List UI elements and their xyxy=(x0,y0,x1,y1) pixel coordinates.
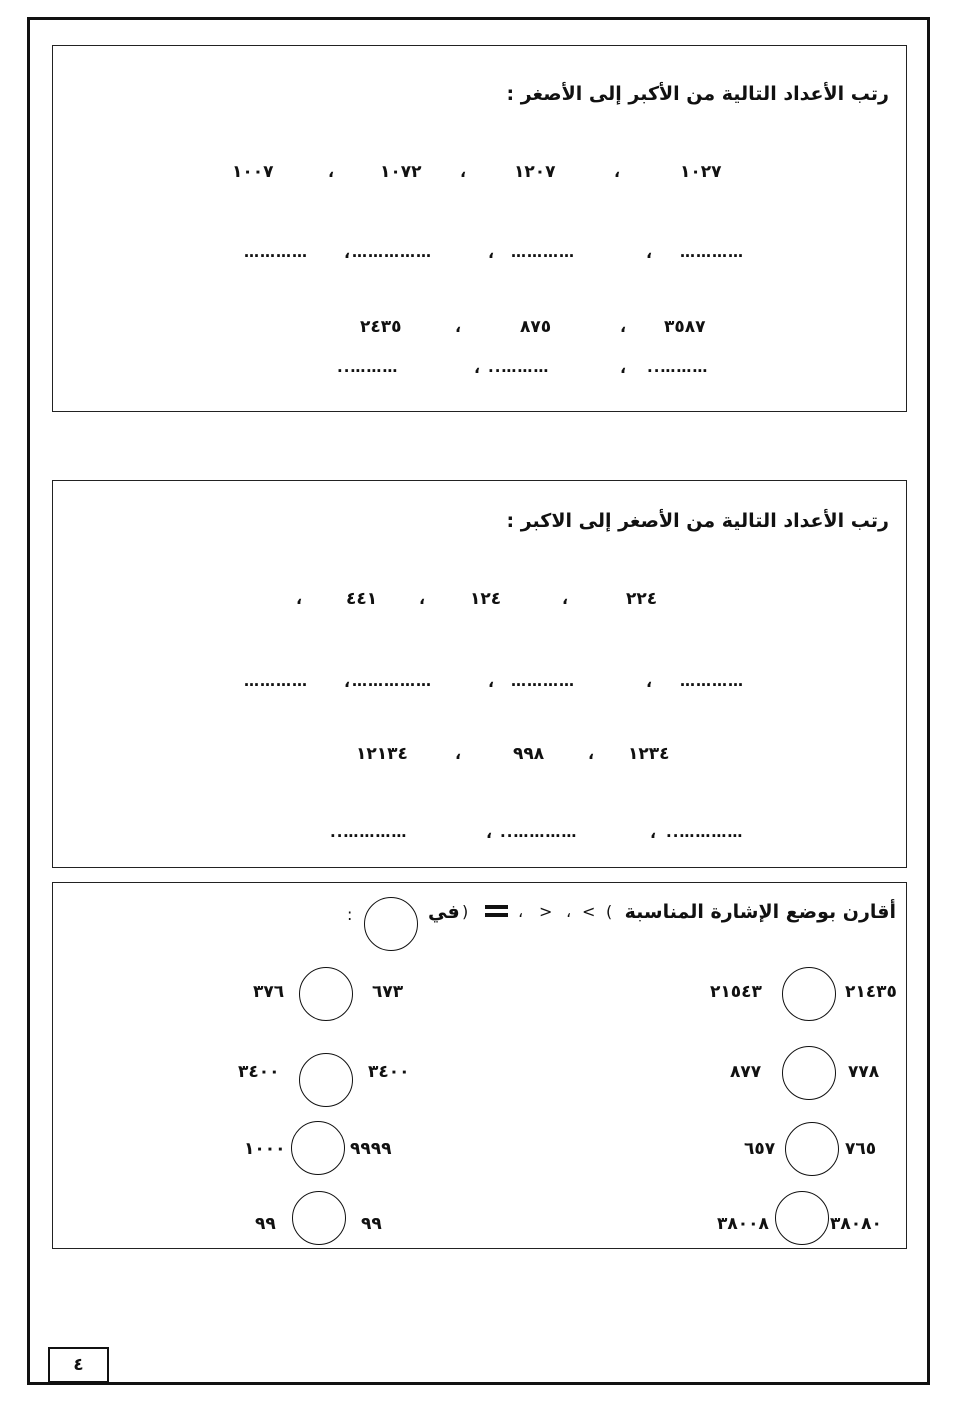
equals-symbol-top xyxy=(485,905,508,909)
compare-value: ٨٧٧ xyxy=(730,1062,762,1082)
s2-separator: ، xyxy=(455,744,462,763)
s1-answer-blank[interactable]: ………… xyxy=(680,243,744,261)
s1-answer-blank[interactable]: ..……… xyxy=(488,358,550,376)
paren-open: ( xyxy=(606,902,613,921)
s1-separator: ، xyxy=(620,317,627,336)
s2-answer-blank[interactable]: ………… xyxy=(244,672,308,690)
in-word: في xyxy=(428,901,460,923)
section2-instruction: رتب الأعداد التالية من الأصغر إلى الاكبر : xyxy=(506,510,889,532)
compare-circle[interactable] xyxy=(775,1191,829,1245)
section1-instruction: رتب الأعداد التالية من الأكبر إلى الأصغر : xyxy=(506,83,889,105)
s1-number: ١٢٠٧ xyxy=(514,162,556,182)
compare-value: ٧٧٨ xyxy=(848,1062,880,1082)
s1-answer-blank[interactable]: ………… xyxy=(244,243,308,261)
compare-value: ٩٩ xyxy=(361,1214,382,1234)
s1-number: ٣٥٨٧ xyxy=(664,317,706,337)
s1-separator: ، xyxy=(460,162,467,181)
s1-answer-blank[interactable]: ..……… xyxy=(337,358,399,376)
s2-answer-blank[interactable]: …………… xyxy=(352,672,432,690)
s1-separator: ، xyxy=(474,358,481,377)
s2-separator: ، xyxy=(588,744,595,763)
s1-separator: ، xyxy=(614,162,621,181)
s2-answer-blank[interactable]: ………… xyxy=(680,672,744,690)
compare-value: ٣٤٠٠ xyxy=(238,1062,280,1082)
equals-symbol-bottom xyxy=(485,913,508,917)
compare-value: ٧٦٥ xyxy=(845,1139,877,1159)
s2-answer-blank[interactable]: ..………… xyxy=(500,823,578,841)
s1-separator: ، xyxy=(328,162,335,181)
paren-close: ) xyxy=(462,902,469,921)
s1-separator: ، xyxy=(344,243,351,262)
s2-separator: ، xyxy=(419,589,426,608)
section-compare xyxy=(52,882,907,1249)
s1-answer-blank[interactable]: ………… xyxy=(511,243,575,261)
example-circle[interactable] xyxy=(364,897,418,951)
s2-separator: ، xyxy=(646,672,653,691)
page-number: ٤ xyxy=(48,1347,109,1383)
s1-number: ١٠٧٢ xyxy=(380,162,422,182)
s2-number: ٩٩٨ xyxy=(513,744,545,764)
s2-separator: ، xyxy=(486,823,493,842)
symbol-separator: ، xyxy=(518,902,524,921)
compare-value: ٢١٥٤٣ xyxy=(710,982,762,1002)
s1-number: ١٠٢٧ xyxy=(680,162,722,182)
section3-instruction: أقارن بوضع الإشارة المناسبة xyxy=(624,901,896,923)
compare-value: ٩٩٩٩ xyxy=(350,1139,392,1159)
s2-number: ١٢١٣٤ xyxy=(356,744,408,764)
s1-number: ١٠٠٧ xyxy=(232,162,274,182)
compare-value: ٣٧٦ xyxy=(253,982,285,1002)
s2-separator: ، xyxy=(296,589,303,608)
s1-separator: ، xyxy=(620,358,627,377)
compare-circle[interactable] xyxy=(782,967,836,1021)
s1-number: ٢٤٣٥ xyxy=(360,317,402,337)
s2-number: ٤٤١ xyxy=(346,589,378,609)
compare-value: ٩٩ xyxy=(255,1214,276,1234)
s1-answer-blank[interactable]: ..……… xyxy=(647,358,709,376)
compare-value: ١٠٠٠ xyxy=(244,1139,286,1159)
s2-answer-blank[interactable]: ..………… xyxy=(330,823,408,841)
compare-circle[interactable] xyxy=(299,967,353,1021)
compare-value: ٢١٤٣٥ xyxy=(845,982,897,1002)
compare-circle[interactable] xyxy=(299,1053,353,1107)
greater-than-symbol: > xyxy=(539,902,553,921)
s1-separator: ، xyxy=(455,317,462,336)
s2-separator: ، xyxy=(562,589,569,608)
s2-separator: ، xyxy=(650,823,657,842)
compare-circle[interactable] xyxy=(292,1191,346,1245)
s2-separator: ، xyxy=(344,672,351,691)
s2-number: ١٢٣٤ xyxy=(628,744,670,764)
s1-separator: ، xyxy=(646,243,653,262)
s2-answer-blank[interactable]: ..………… xyxy=(666,823,744,841)
compare-value: ٣٨٠٨٠ xyxy=(830,1214,882,1234)
compare-value: ٣٤٠٠ xyxy=(368,1062,410,1082)
s2-number: ٢٢٤ xyxy=(626,589,658,609)
compare-value: ٣٨٠٠٨ xyxy=(717,1214,769,1234)
compare-value: ٦٧٣ xyxy=(372,982,404,1002)
s1-number: ٨٧٥ xyxy=(520,317,552,337)
s2-answer-blank[interactable]: ………… xyxy=(511,672,575,690)
compare-value: ٦٥٧ xyxy=(744,1139,776,1159)
s1-separator: ، xyxy=(488,243,495,262)
section-order-ascending xyxy=(52,480,907,868)
compare-circle[interactable] xyxy=(291,1121,345,1175)
colon-symbol: : xyxy=(347,905,353,924)
s2-number: ١٢٤ xyxy=(470,589,502,609)
s1-answer-blank[interactable]: …………… xyxy=(352,243,432,261)
symbol-separator: ، xyxy=(566,902,572,921)
compare-circle[interactable] xyxy=(782,1046,836,1100)
s2-separator: ، xyxy=(488,672,495,691)
compare-circle[interactable] xyxy=(785,1122,839,1176)
less-than-symbol: < xyxy=(582,902,596,921)
